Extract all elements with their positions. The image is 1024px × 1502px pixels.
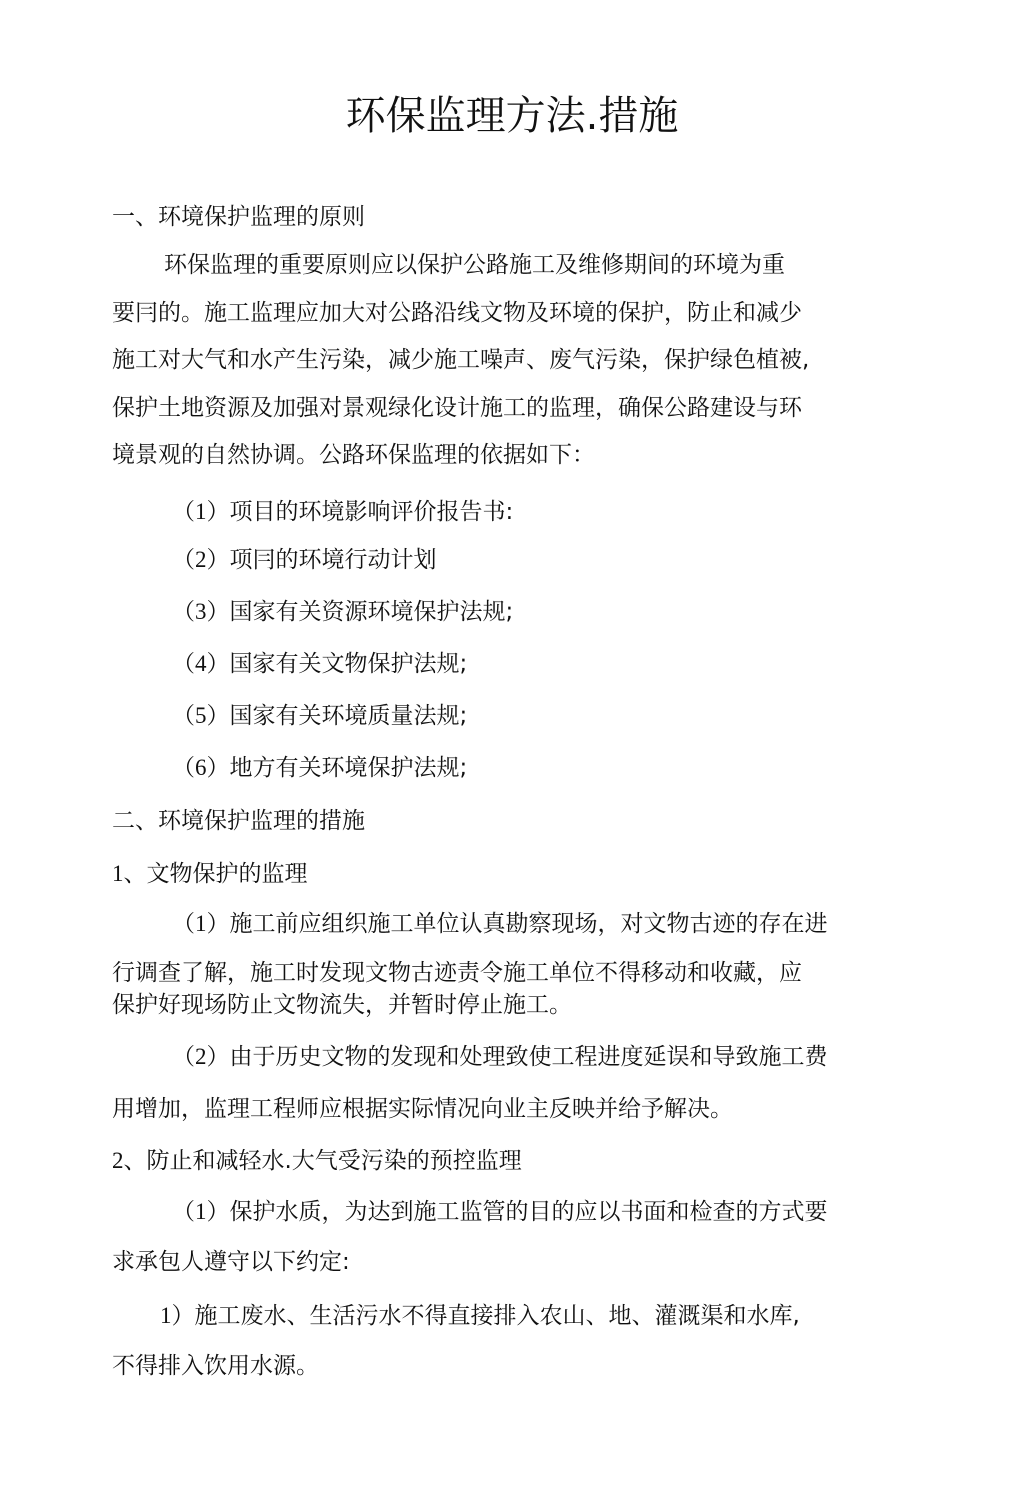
section-heading: 二、环境保护监理的措施 [112,808,365,834]
list-item-marker: （4） [172,651,230,676]
paragraph-text: 保护水质，为达到施工监管的目的应以书面和检查的方式要 [229,1199,828,1225]
list-item-text: 国家有关环境质量法规; [229,703,468,729]
subsection-number: 2 [112,1148,124,1173]
list-item [172,701,467,731]
paragraph-line: 保护好现场防止文物流失，并暂时停止施工。 [112,992,572,1018]
subsection-heading [112,859,308,889]
paragraph-line: 行调查了解，施工时发现文物古迹责令施工单位不得移动和收藏，应 [112,960,802,986]
paragraph-line [172,1197,828,1227]
list-item-marker: （2） [172,547,230,572]
paragraph-marker: （1） [172,1199,230,1224]
paragraph-line [160,1301,800,1331]
paragraph-line: 要冃的。施工监理应加大对公路沿线文物及环境的保护，防止和减少 [112,300,802,326]
paragraph-line [172,1042,828,1072]
paragraph-text: 施工前应组织施工单位认真勘察现场，对文物古迹的存在进 [229,911,828,937]
paragraph-line: 境景观的自然协调。公路环保监理的依据如下： [112,442,595,468]
list-item [172,497,513,527]
list-item-text: 国家有关文物保护法规; [229,651,468,677]
document-title: 环保监理方法.措施 [345,93,679,139]
paragraph-line: 保护土地资源及加强对景观绿化设计施工的监理，确保公路建设与环 [112,395,802,421]
list-item [172,545,437,575]
paragraph-line [172,909,828,939]
paragraph-line: 不得排入饮用水源。 [112,1353,319,1379]
list-item-text: 国家有关资源环境保护法规; [229,599,514,625]
paragraph-line: 环保监理的重要原则应以保护公路施工及维修期间的环境为重 [164,252,785,278]
paragraph-line: 施工对大气和水产生污染，减少施工噪声、废气污染，保护绿色植被, [112,347,810,373]
list-item-marker: （5） [172,703,230,728]
list-item-text: 地方有关环境保护法规; [229,755,468,781]
list-item [172,649,467,679]
list-item-text: 项冃的环境行动计划 [229,547,437,573]
subsection-heading [112,1146,522,1176]
list-item-marker: （3） [172,599,230,624]
list-item-text: 项目的环境影响评价报告书: [229,499,514,525]
paragraph-marker: 1） [160,1303,195,1328]
paragraph-line: 求承包人遵守以下约定: [112,1249,350,1275]
list-item [172,753,467,783]
subsection-number: 1 [112,861,124,886]
list-item-marker: （6） [172,755,230,780]
subsection-title: 、防止和减轻水.大气受污染的预控监理 [123,1148,522,1174]
paragraph-marker: （1） [172,911,230,936]
subsection-title: 、文物保护的监理 [123,861,308,887]
list-item-marker: （1） [172,499,230,524]
section-heading: 一、环境保护监理的原则 [112,204,365,230]
paragraph-text: 施工废水、生活污水不得直接排入农山、地、灌溉渠和水库, [194,1303,800,1329]
paragraph-marker: （2） [172,1044,230,1069]
paragraph-line: 用增加，监理工程师应根据实际情况向业主反映并给予解决。 [112,1096,733,1122]
list-item [172,597,513,627]
paragraph-text: 由于历史文物的发现和处理致使工程进度延误和导致施工费 [229,1044,828,1070]
